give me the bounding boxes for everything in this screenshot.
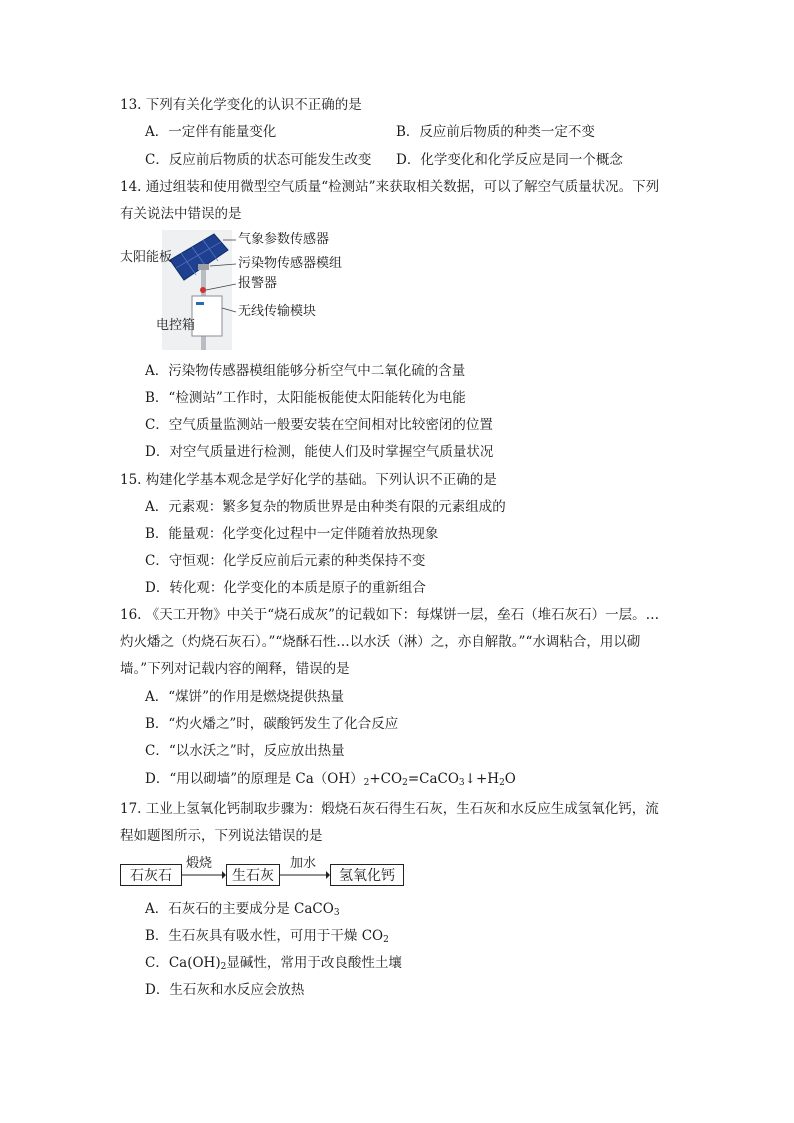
q17-b-sub: 2: [383, 935, 389, 945]
q15-option-c: C．守恒观：化学反应前后元素的种类保持不变: [145, 553, 426, 569]
q15-stem: 15. 构建化学基本观念是学好化学的基础。下列认识不正确的是: [120, 472, 497, 488]
q17-c-sub: 2: [220, 962, 227, 972]
q17-option-d: D．生石灰和水反应会放热: [145, 982, 305, 998]
q16-d-sub-d: 2: [499, 778, 505, 788]
q16-option-a: A．“煤饼”的作用是燃烧提供热量: [145, 689, 345, 705]
q13-option-d: D．化学变化和化学反应是同一个概念: [396, 152, 623, 168]
flow-arrow-label-calcine: 煅烧: [186, 856, 213, 871]
q13-option-b: B．反应前后物质的种类一定不变: [396, 124, 595, 140]
q16-d-sub-a: 2: [363, 778, 370, 788]
q14-option-c: C．空气质量监测站一般要安装在空间相对比较密闭的位置: [145, 417, 493, 433]
q16-option-c: C．“以水沃之”时，反应放出热量: [145, 743, 345, 759]
label-alarm: 报警器: [238, 276, 278, 291]
process-flow-diagram: [120, 856, 410, 892]
q16-option-b: B．“灼火燔之”时，碳酸钙发生了化合反应: [145, 716, 399, 732]
q14-option-d: D．对空气质量进行检测，能使人们及时掌握空气质量状况: [145, 444, 494, 460]
flow-arrow-label-add-water: 加水: [290, 856, 317, 871]
label-pollutant-sensor: 污染物传感器模组: [238, 256, 343, 271]
flow-box-quicklime: 生石灰: [226, 864, 280, 886]
label-weather-sensor: 气象参数传感器: [238, 232, 330, 247]
flow-box-limestone: 石灰石: [120, 864, 182, 886]
q16-stem-line2: 灼火燔之（灼烧石灰石）。”“烧酥石性…以水沃（淋）之，亦自解散。”“水调粘合，用以砌: [120, 634, 641, 650]
q13-option-a: A．一定伴有能量变化: [145, 124, 277, 140]
label-control-box: 电控箱: [156, 318, 196, 333]
flow-arrow-1-icon: [182, 868, 226, 882]
q15-option-d: D．转化观：化学变化的本质是原子的重新组合: [145, 580, 426, 596]
flow-arrow-2-icon: [280, 868, 330, 882]
q17-a-text: A．石灰石的主要成分是 CaCO: [145, 901, 334, 917]
q16-d-sub-c: 3: [458, 778, 465, 788]
flow-box-calcium-hydroxide: 氢氧化钙: [330, 864, 404, 886]
q16-d-mid1: +CO: [369, 771, 403, 787]
q17-option-a: [145, 900, 340, 922]
label-solar-panel: 太阳能板: [120, 250, 173, 265]
pollutant-sensor-icon: [198, 264, 209, 270]
q17-c-suffix: 显碱性，常用于改良酸性土壤: [226, 955, 402, 971]
q15-option-a: A．元素观：繁多复杂的物质世界是由种类有限的元素组成的: [145, 499, 506, 515]
q17-option-c: [145, 954, 402, 976]
q16-option-d: [145, 770, 516, 792]
q13-option-c: C．反应前后物质的状态可能发生改变: [145, 152, 372, 168]
q16-d-end: O: [504, 771, 516, 787]
q15-option-b: B．能量观：化学变化过程中一定伴随着放热现象: [145, 526, 439, 542]
q16-d-sub-b: 2: [402, 778, 408, 788]
monitoring-station-figure: [118, 230, 368, 350]
q16-d-mid3: ↓+H: [464, 771, 500, 787]
q14-stem-line2: 有关说法中错误的是: [120, 206, 242, 222]
q16-d-prefix: D．“用以砌墙”的原理是 Ca（OH）: [145, 771, 364, 787]
q16-d-mid2: =CaCO: [407, 771, 459, 787]
q17-stem-line2: 程如题图所示，下列说法错误的是: [120, 828, 323, 844]
label-wireless-module: 无线传输模块: [238, 304, 317, 319]
q17-a-sub: 3: [333, 908, 340, 918]
q17-option-b: [145, 927, 389, 949]
q14-option-a: A．污染物传感器模组能够分析空气中二氧化硫的含量: [145, 363, 466, 379]
alarm-icon: [200, 287, 206, 293]
q14-option-b: B．“检测站”工作时，太阳能板能使太阳能转化为电能: [145, 390, 466, 406]
q14-stem-line1: 14. 通过组装和使用微型空气质量“检测站”来获取相关数据，可以了解空气质量状况。下列: [120, 179, 660, 195]
q17-b-text: B．生石灰具有吸水性，可用于干燥 CO: [145, 928, 384, 944]
q16-stem-line3: 墙。”下列对记载内容的阐释，错误的是: [120, 661, 350, 677]
q16-stem-line1: 16. 《天工开物》中关于“烧石成灰”的记载如下：每煤饼一层，垒石（堆石灰石）一层。…: [120, 607, 660, 623]
q17-c-prefix: C．Ca(OH): [145, 955, 221, 971]
q17-stem-line1: 17. 工业上氢氧化钙制取步骤为：煅烧石灰石得生石灰，生石灰和水反应生成氢氧化钙，流: [120, 801, 659, 817]
q13-stem: 13. 下列有关化学变化的认识不正确的是: [120, 97, 362, 113]
